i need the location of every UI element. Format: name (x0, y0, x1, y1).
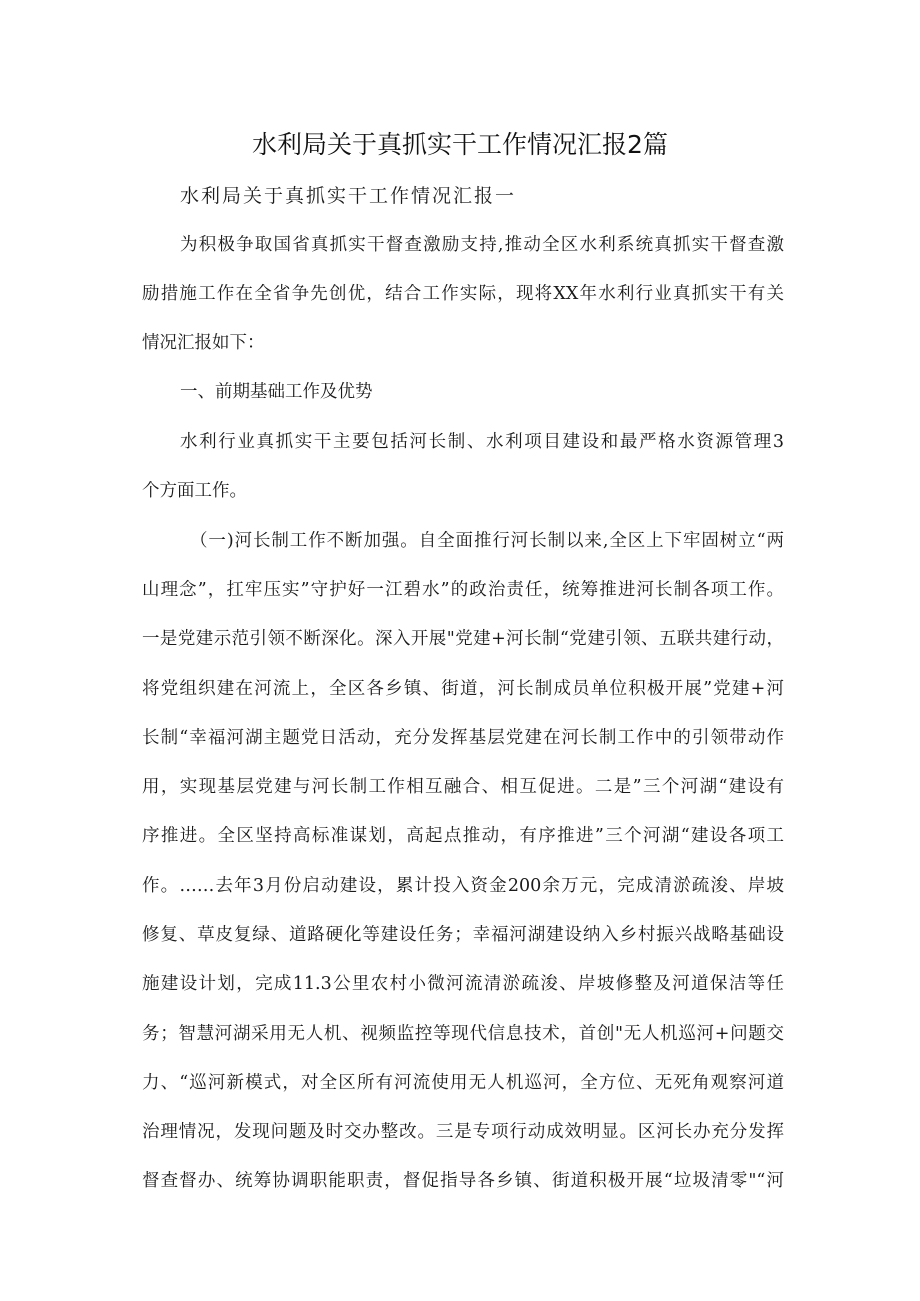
paragraph-line: 一是党建示范引领不断深化。深入开展"党建+河长制“党建引领、五联共建行动， (142, 629, 784, 649)
paragraph-line: 施建设计划，完成11.3公里农村小微河流清淤疏浚、岸坡修整及河道保洁等任 (142, 974, 784, 994)
paragraph-line: 为积极争取国省真抓实干督查激励支持,推动全区水利系统真抓实干督查激 (180, 235, 784, 255)
paragraph-line: 将党组织建在河流上，全区各乡镇、街道，河长制成员单位积极开展”党建+河 (142, 679, 784, 699)
document-subtitle: 水利局关于真抓实干工作情况汇报一 (180, 185, 517, 207)
document-title: 水利局关于真抓实干工作情况汇报2篇 (252, 130, 668, 159)
paragraph-line: 长制“幸福河湖主题党日活动，充分发挥基层党建在河长制工作中的引领带动作 (142, 728, 784, 748)
paragraph-line: 作。……去年3月份启动建设，累计投入资金200余万元，完成清淤疏浚、岸坡 (142, 876, 784, 896)
paragraph-line: 力、“巡河新模式，对全区所有河流使用无人机巡河，全方位、无死角观察河道 (142, 1073, 784, 1093)
paragraph-line: 序推进。全区坚持高标准谋划，高起点推动，有序推进”三个河湖“建设各项工 (142, 826, 784, 846)
paragraph-line: 督查督办、统筹协调职能职责，督促指导各乡镇、街道积极开展“垃圾清零"“河 (142, 1171, 784, 1191)
paragraph-line: 山理念”，扛牢压实”守护好一江碧水”的政治责任，统筹推进河长制各项工作。 (142, 580, 784, 600)
paragraph-line: 修复、草皮复绿、道路硬化等建设任务；幸福河湖建设纳入乡村振兴战略基础设 (142, 925, 784, 945)
paragraph-line: 治理情况，发现问题及时交办整改。三是专项行动成效明显。区河长办充分发挥 (142, 1122, 784, 1142)
paragraph-line: 个方面工作。 (142, 481, 247, 501)
section-heading: 一、前期基础工作及优势 (180, 382, 373, 402)
paragraph-line: （一)河长制工作不断加强。自全面推行河长制以来,全区上下牢固树立“两 (190, 531, 784, 551)
paragraph-line: 水利行业真抓实干主要包括河长制、水利项目建设和最严格水资源管理3 (180, 432, 784, 452)
paragraph-line: 情况汇报如下： (142, 333, 265, 353)
paragraph-line: 用，实现基层党建与河长制工作相互融合、相互促进。二是”三个河湖“建设有 (142, 777, 784, 797)
paragraph-line: 务；智慧河湖采用无人机、视频监控等现代信息技术，首创"无人机巡河+问题交 (142, 1024, 784, 1044)
paragraph-line: 励措施工作在全省争先创优，结合工作实际，现将XX年水利行业真抓实干有关 (142, 284, 784, 304)
